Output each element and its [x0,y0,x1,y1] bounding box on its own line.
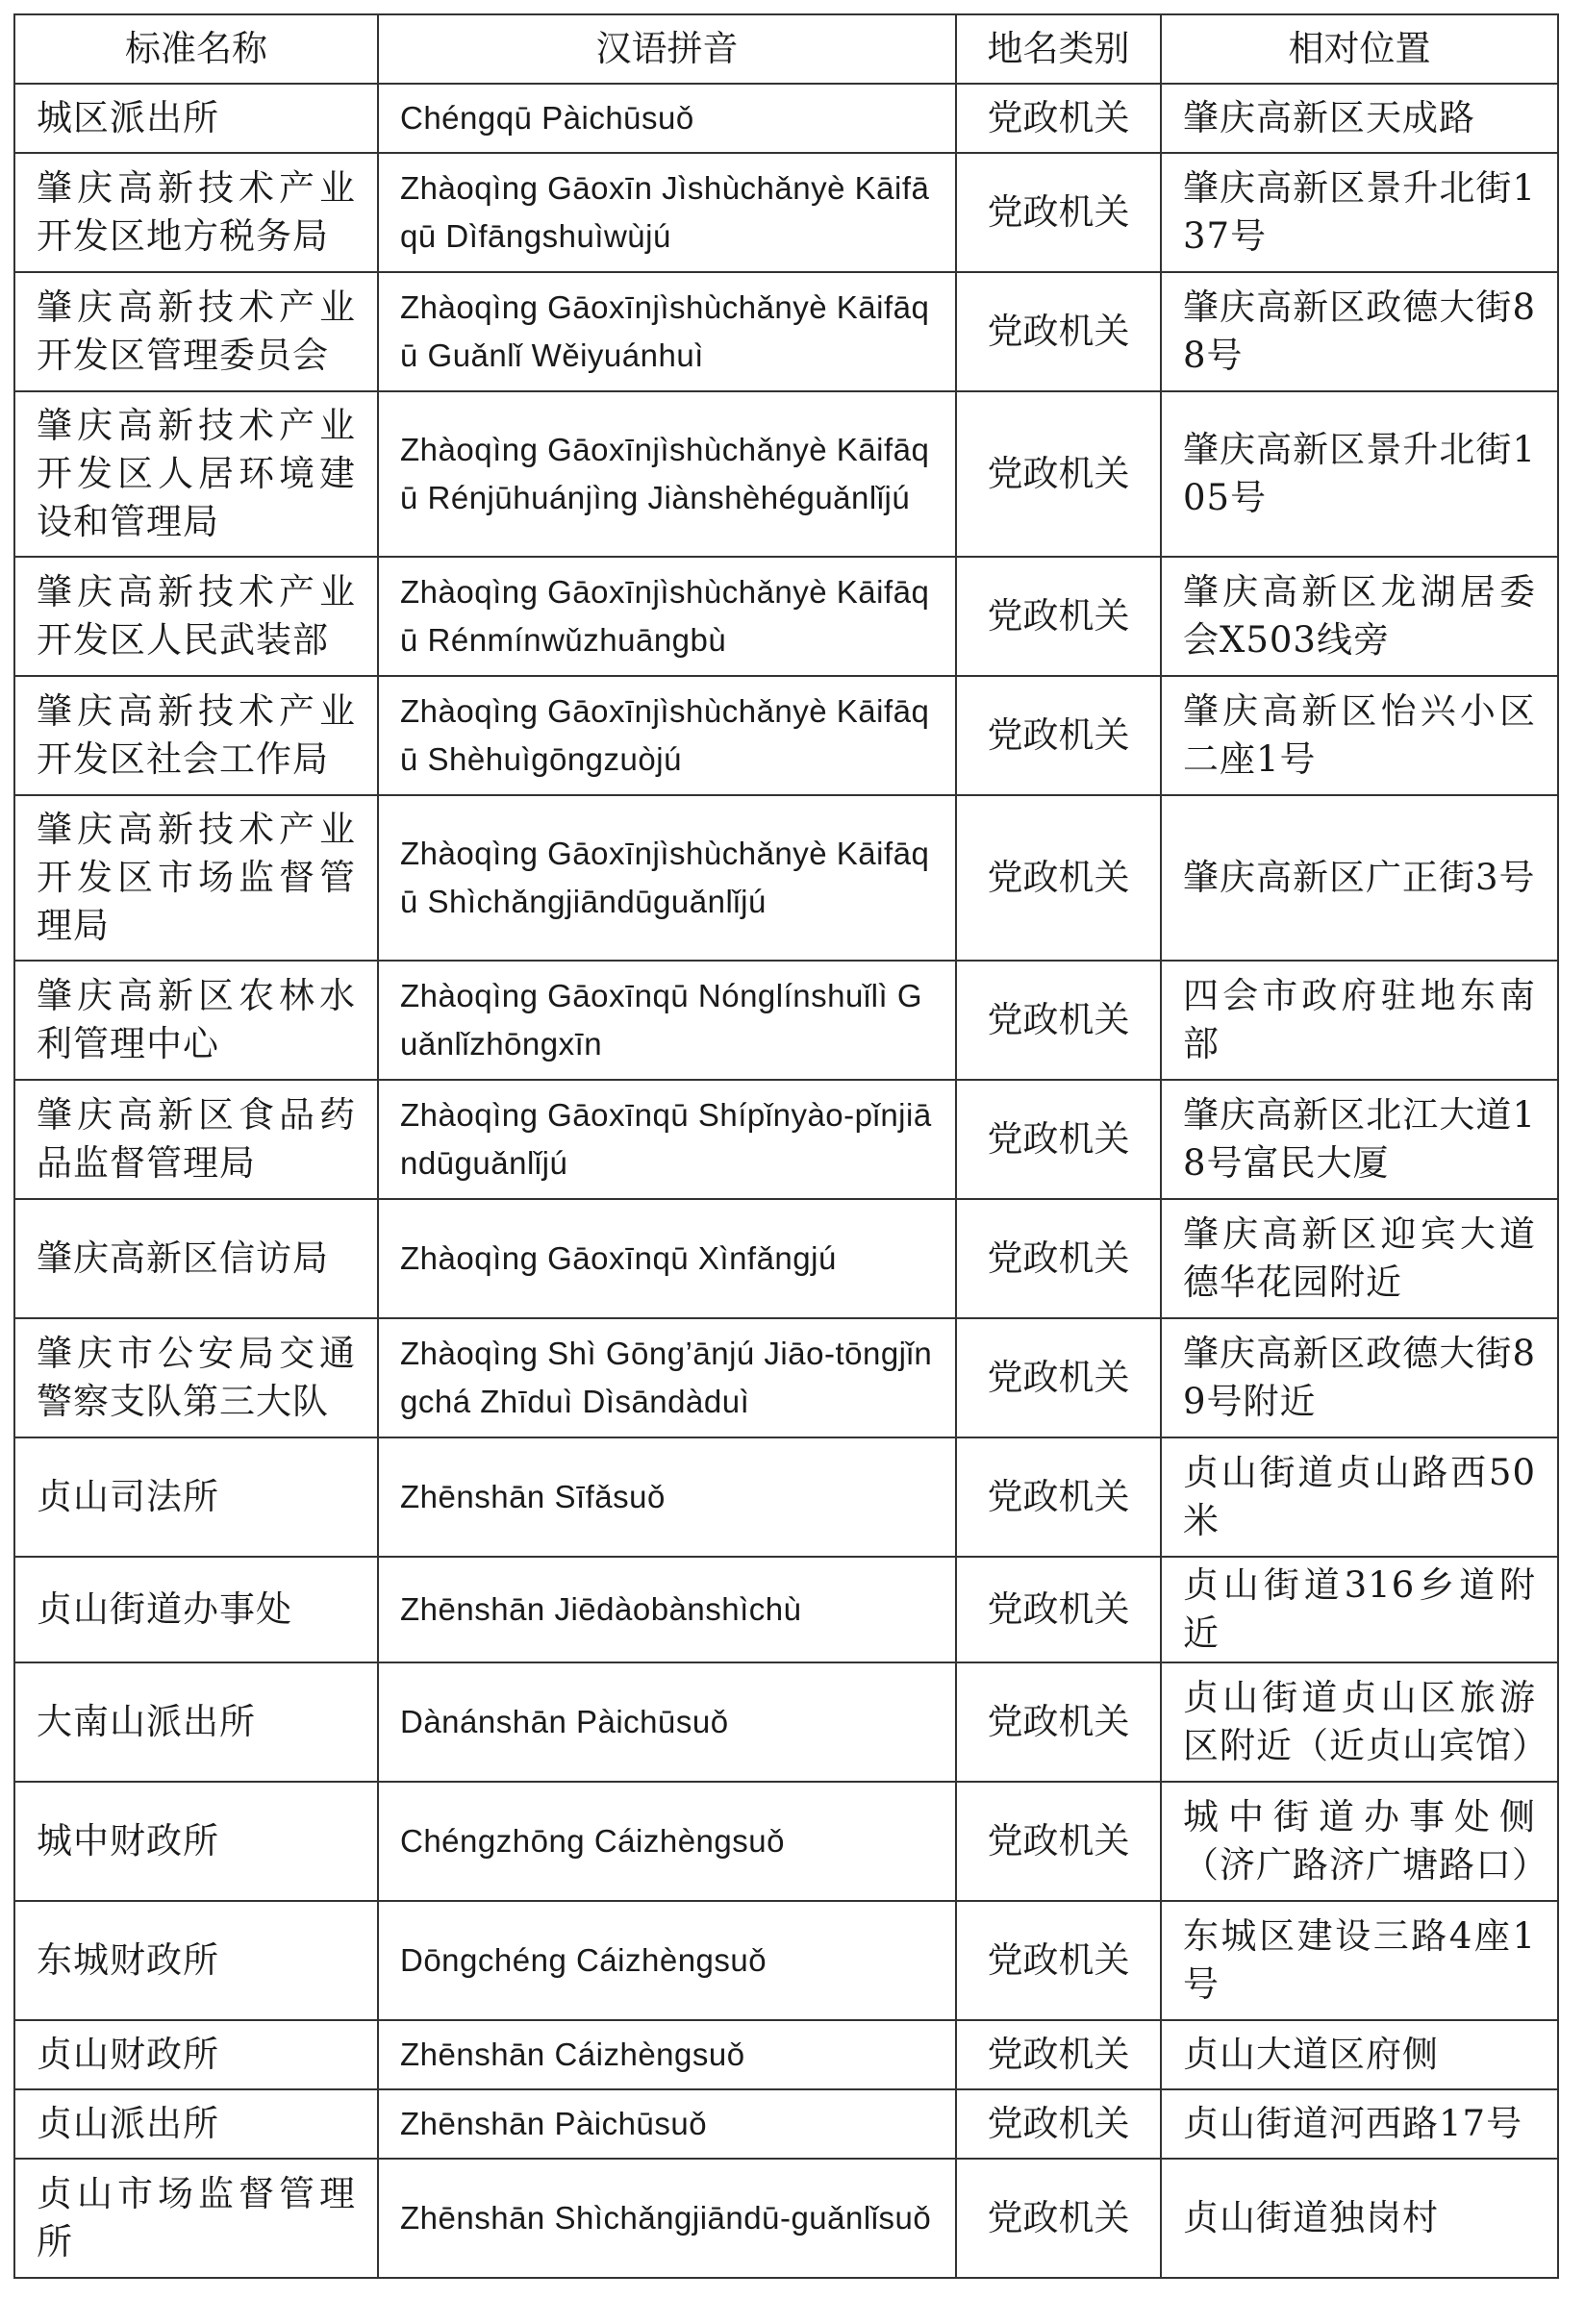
table-row [14,1901,1558,2020]
cell-pinyin: Zhàoqìng Gāoxīnjìshùchǎnyè Kāifāqū Rénmínwǔzhuāngbù [378,557,956,676]
table-row [14,1557,1558,1662]
cell-category: 党政机关 [956,1437,1161,1557]
table-row [14,1662,1558,1782]
table-row [14,2020,1558,2089]
cell-category: 党政机关 [956,557,1161,676]
cell-category: 党政机关 [956,2020,1161,2089]
cell-location: 贞山街道316乡道附近 [1161,1557,1558,1662]
cell-location: 贞山街道河西路17号 [1161,2089,1558,2159]
cell-pinyin: Zhàoqìng Shì Gōng’ānjú Jiāo-tōngjǐngchá Zhīduì Dìsāndàduì [378,1318,956,1437]
cell-category: 党政机关 [956,961,1161,1080]
table-row [14,1080,1558,1199]
cell-category: 党政机关 [956,1318,1161,1437]
table-body [14,84,1558,2278]
cell-category: 党政机关 [956,2159,1161,2278]
cell-pinyin: Chéngqū Pàichūsuǒ [378,84,956,153]
cell-category: 党政机关 [956,272,1161,391]
cell-location: 肇庆高新区景升北街137号 [1161,153,1558,272]
cell-pinyin: Zhēnshān Cáizhèngsuǒ [378,2020,956,2089]
cell-standard-name: 大南山派出所 [14,1662,378,1782]
cell-pinyin: Zhàoqìng Gāoxīnqū Xìnfǎngjú [378,1199,956,1318]
cell-location: 东城区建设三路4座1号 [1161,1901,1558,2020]
cell-pinyin: Dōngchéng Cáizhèngsuǒ [378,1901,956,2020]
header-category: 地名类别 [956,14,1161,84]
document-page [13,13,1557,2279]
cell-standard-name: 贞山街道办事处 [14,1557,378,1662]
table-row [14,557,1558,676]
table-row [14,676,1558,795]
cell-location: 贞山街道贞山路西50米 [1161,1437,1558,1557]
cell-location: 贞山街道独岗村 [1161,2159,1558,2278]
cell-location: 肇庆高新区怡兴小区二座1号 [1161,676,1558,795]
cell-pinyin: Zhàoqìng Gāoxīnjìshùchǎnyè Kāifāqū Shìchǎngjiāndūguǎnlǐjú [378,795,956,961]
cell-standard-name: 城中财政所 [14,1782,378,1901]
place-name-table [13,13,1559,2279]
cell-standard-name: 肇庆高新技术产业开发区社会工作局 [14,676,378,795]
cell-category: 党政机关 [956,1901,1161,2020]
cell-pinyin: Zhēnshān Sīfǎsuǒ [378,1437,956,1557]
cell-category: 党政机关 [956,1199,1161,1318]
cell-standard-name: 肇庆市公安局交通警察支队第三大队 [14,1318,378,1437]
cell-pinyin: Chéngzhōng Cáizhèngsuǒ [378,1782,956,1901]
table-row [14,1199,1558,1318]
cell-category: 党政机关 [956,153,1161,272]
cell-location: 肇庆高新区天成路 [1161,84,1558,153]
cell-standard-name: 贞山派出所 [14,2089,378,2159]
table-row [14,1318,1558,1437]
header-standard-name: 标准名称 [14,14,378,84]
table-row [14,272,1558,391]
cell-category: 党政机关 [956,1782,1161,1901]
cell-category: 党政机关 [956,676,1161,795]
table-row [14,2159,1558,2278]
cell-standard-name: 肇庆高新区信访局 [14,1199,378,1318]
table-row [14,1782,1558,1901]
cell-pinyin: Zhēnshān Jiēdàobànshìchù [378,1557,956,1662]
cell-category: 党政机关 [956,1662,1161,1782]
cell-standard-name: 城区派出所 [14,84,378,153]
table-row [14,795,1558,961]
cell-standard-name: 肇庆高新技术产业开发区地方税务局 [14,153,378,272]
cell-location: 肇庆高新区景升北街105号 [1161,391,1558,557]
table-row [14,1437,1558,1557]
cell-pinyin: Zhàoqìng Gāoxīn Jìshùchǎnyè Kāifāqū Dìfāngshuìwùjú [378,153,956,272]
cell-location: 肇庆高新区政德大街89号附近 [1161,1318,1558,1437]
cell-location: 贞山大道区府侧 [1161,2020,1558,2089]
cell-pinyin: Zhēnshān Shìchǎngjiāndū-guǎnlǐsuǒ [378,2159,956,2278]
cell-pinyin: Zhàoqìng Gāoxīnjìshùchǎnyè Kāifāqū Shèhuìgōngzuòjú [378,676,956,795]
cell-standard-name: 肇庆高新区农林水利管理中心 [14,961,378,1080]
cell-standard-name: 贞山财政所 [14,2020,378,2089]
cell-location: 肇庆高新区广正街3号 [1161,795,1558,961]
cell-standard-name: 肇庆高新技术产业开发区市场监督管理局 [14,795,378,961]
table-row [14,391,1558,557]
header-location: 相对位置 [1161,14,1558,84]
cell-pinyin: Zhàoqìng Gāoxīnjìshùchǎnyè Kāifāqū Rénjūhuánjìng Jiànshèhéguǎnlǐjú [378,391,956,557]
cell-standard-name: 肇庆高新区食品药品监督管理局 [14,1080,378,1199]
cell-location: 肇庆高新区迎宾大道德华花园附近 [1161,1199,1558,1318]
cell-standard-name: 肇庆高新技术产业开发区人居环境建设和管理局 [14,391,378,557]
cell-pinyin: Zhàoqìng Gāoxīnqū Shípǐnyào-pǐnjiāndūguǎnlǐjú [378,1080,956,1199]
cell-location: 肇庆高新区龙湖居委会X503线旁 [1161,557,1558,676]
cell-category: 党政机关 [956,1080,1161,1199]
cell-category: 党政机关 [956,1557,1161,1662]
cell-location: 肇庆高新区北江大道18号富民大厦 [1161,1080,1558,1199]
cell-category: 党政机关 [956,391,1161,557]
table-row [14,84,1558,153]
cell-category: 党政机关 [956,84,1161,153]
cell-standard-name: 肇庆高新技术产业开发区人民武装部 [14,557,378,676]
header-pinyin: 汉语拼音 [378,14,956,84]
cell-standard-name: 肇庆高新技术产业开发区管理委员会 [14,272,378,391]
table-row [14,2089,1558,2159]
cell-location: 肇庆高新区政德大街88号 [1161,272,1558,391]
cell-standard-name: 贞山司法所 [14,1437,378,1557]
table-row [14,153,1558,272]
cell-pinyin: Dànánshān Pàichūsuǒ [378,1662,956,1782]
cell-location: 城中街道办事处侧（济广路济广塘路口） [1161,1782,1558,1901]
cell-location: 四会市政府驻地东南部 [1161,961,1558,1080]
cell-pinyin: Zhàoqìng Gāoxīnjìshùchǎnyè Kāifāqū Guǎnlǐ Wěiyuánhuì [378,272,956,391]
table-header-row [14,14,1558,84]
cell-pinyin: Zhàoqìng Gāoxīnqū Nónglínshuǐlì Guǎnlǐzhōngxīn [378,961,956,1080]
cell-standard-name: 贞山市场监督管理所 [14,2159,378,2278]
cell-category: 党政机关 [956,795,1161,961]
cell-category: 党政机关 [956,2089,1161,2159]
cell-pinyin: Zhēnshān Pàichūsuǒ [378,2089,956,2159]
cell-location: 贞山街道贞山区旅游区附近（近贞山宾馆） [1161,1662,1558,1782]
table-row [14,961,1558,1080]
cell-standard-name: 东城财政所 [14,1901,378,2020]
